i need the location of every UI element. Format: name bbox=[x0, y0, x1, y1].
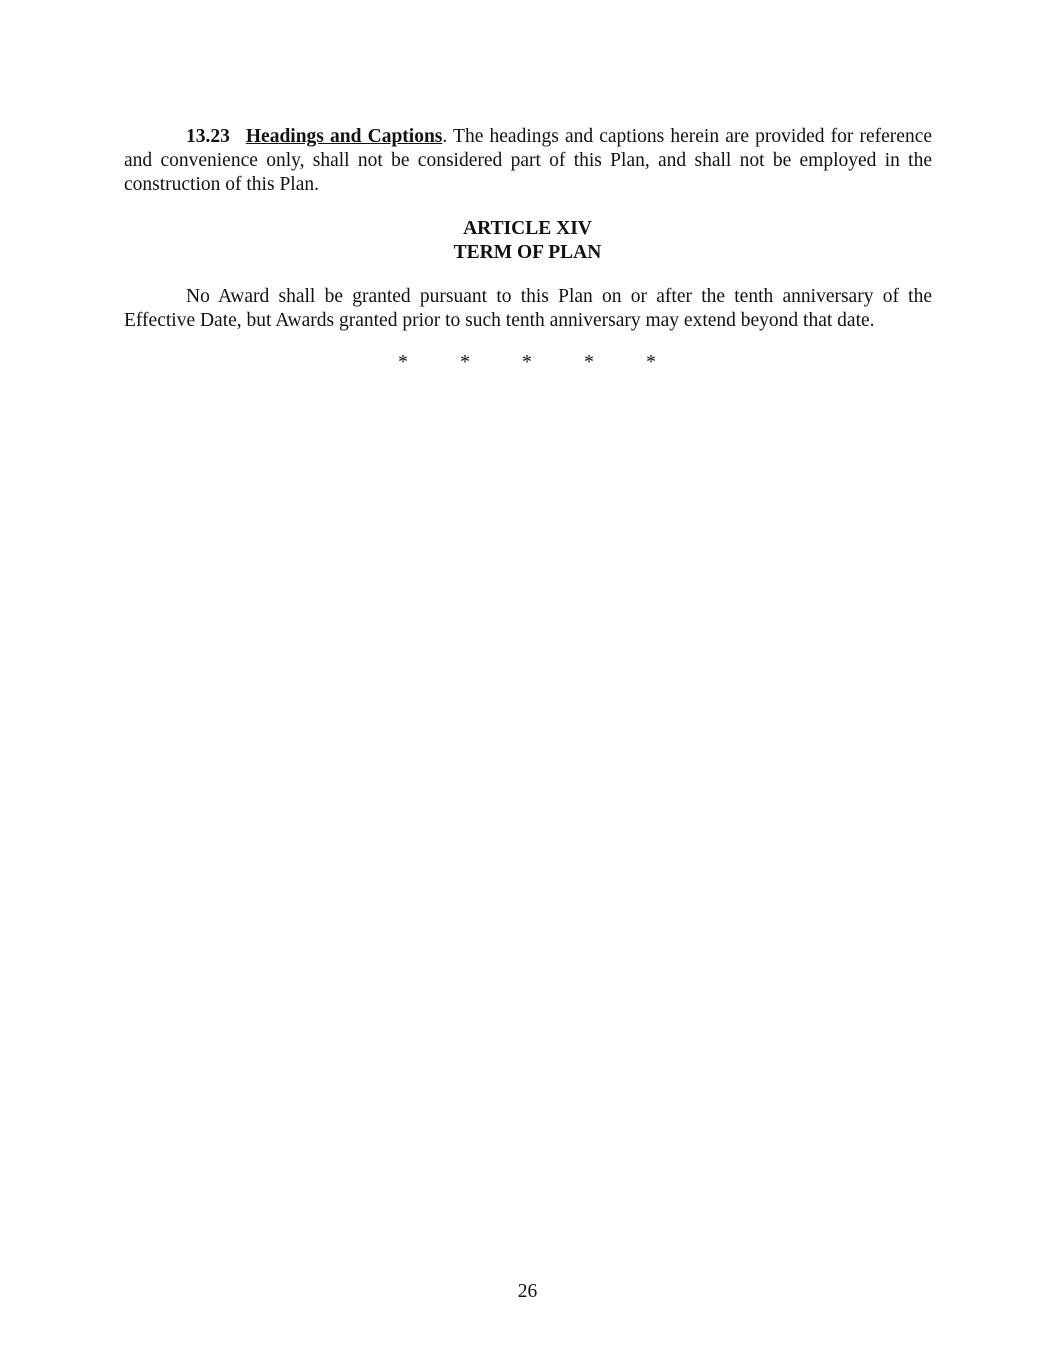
term-body-text: No Award shall be granted pursuant to this Plan on or after the tenth anniversary of the Effective Date, but Awards granted prior to such tenth anniversary may extend beyond that date. bbox=[124, 286, 932, 331]
asterisk-mark: * bbox=[460, 352, 470, 373]
article-heading bbox=[0, 217, 1055, 265]
section-body-text: . The headings and captions herein are provided for reference and convenience only, shall not be considered part of this Plan, and shall not be employed in the construction of this Plan. bbox=[124, 126, 932, 195]
section-number: 13.23 bbox=[186, 126, 230, 147]
article-label: ARTICLE XIV bbox=[463, 218, 592, 239]
page-number: 26 bbox=[517, 1281, 538, 1302]
asterisk-mark: * bbox=[398, 352, 408, 373]
term-of-plan-paragraph bbox=[124, 285, 932, 333]
asterisk-mark: * bbox=[646, 352, 656, 373]
section-13-23-paragraph bbox=[124, 125, 932, 197]
end-of-document-marks bbox=[0, 351, 1055, 375]
article-title: TERM OF PLAN bbox=[453, 242, 602, 263]
asterisk-mark: * bbox=[522, 352, 532, 373]
asterisk-mark: * bbox=[584, 352, 594, 373]
section-heading: Headings and Captions bbox=[245, 126, 443, 147]
